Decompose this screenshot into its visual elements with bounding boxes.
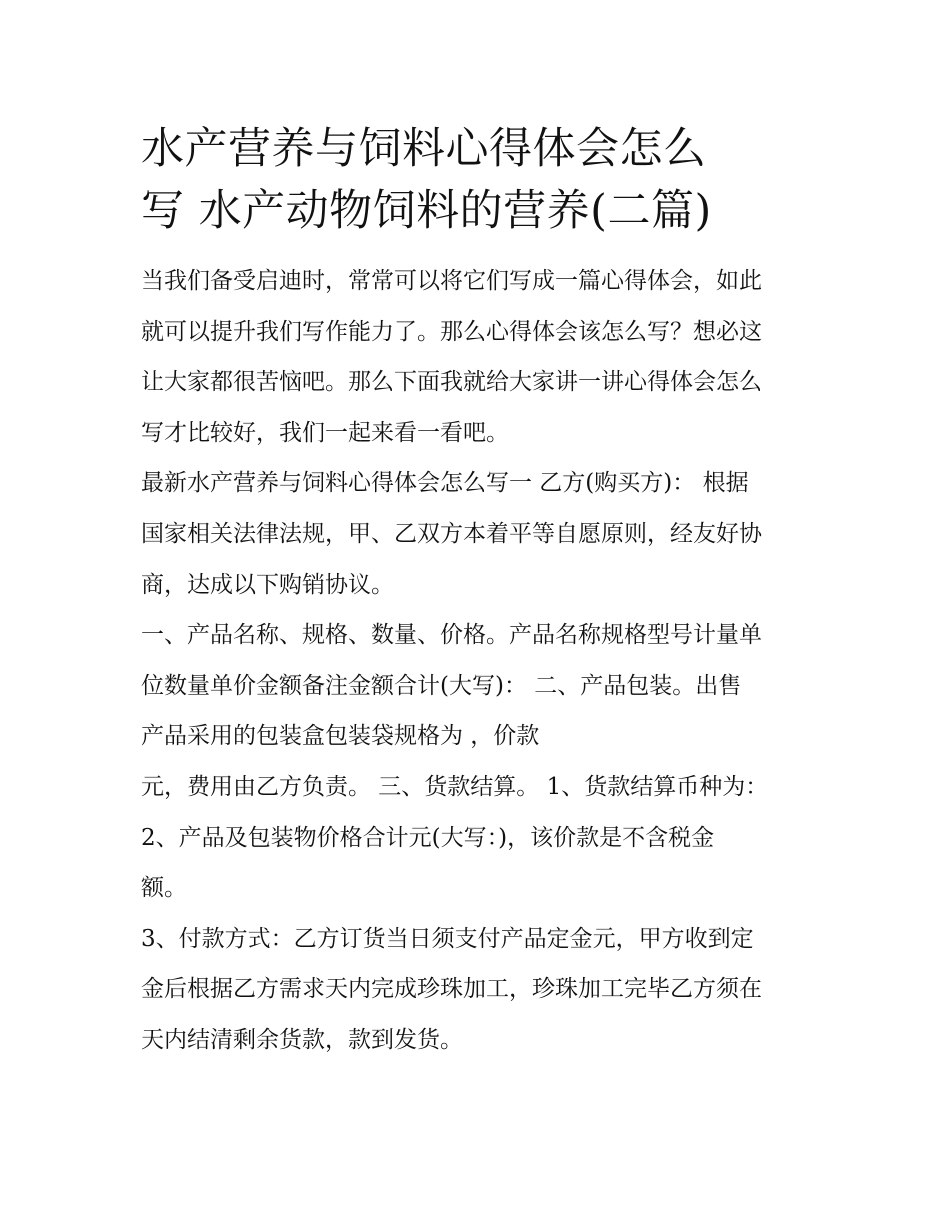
text-line: 金后根据乙方需求天内完成珍珠加工，珍珠加工完毕乙方须在 — [141, 976, 762, 1003]
text-line: 产品采用的包装盒包装袋规格为 ，价款 — [141, 723, 540, 750]
document-page — [141, 118, 831, 1066]
text-line: 元，费用由乙方负责。 三、货款结算。 1、货款结算币种为： — [141, 773, 769, 800]
text-line: 天内结清剩余货款，款到发货。 — [141, 1026, 463, 1053]
paragraph-payment — [141, 914, 831, 1066]
text-line: 额。 — [141, 875, 187, 902]
document-title — [141, 118, 831, 242]
title-line-1: 水产营养与饲料心得体会怎么 — [141, 124, 707, 174]
text-line: 最新水产营养与饲料心得体会怎么写一 乙方(购买方)： 根据 — [141, 470, 749, 497]
text-line: 3、付款方式：乙方订货当日须支付产品定金元，甲方收到定 — [141, 925, 754, 952]
paragraph-agreement — [141, 458, 831, 610]
paragraph-product-terms — [141, 610, 831, 914]
text-line: 写才比较好，我们一起来看一看吧。 — [141, 419, 509, 446]
text-line: 2、产品及包装物价格合计元(大写：)，该价款是不含税金 — [141, 824, 715, 851]
document-body — [141, 256, 831, 1066]
paragraph-intro — [141, 256, 831, 458]
text-line: 当我们备受启迪时，常常可以将它们写成一篇心得体会，如此 — [141, 268, 762, 294]
text-line: 位数量单价金额备注金额合计(大写)： 二、产品包装。出售 — [141, 672, 742, 699]
text-line: 商，达成以下购销协议。 — [141, 571, 394, 598]
text-line: 国家相关法律法规，甲、乙双方本着平等自愿原则，经友好协 — [141, 520, 762, 547]
text-line: 一、产品名称、规格、数量、价格。产品名称规格型号计量单 — [141, 622, 762, 649]
text-line: 让大家都很苦恼吧。那么下面我就给大家讲一讲心得体会怎么 — [141, 369, 762, 396]
title-line-2: 写 水产动物饲料的营养(二篇) — [141, 186, 712, 236]
text-line: 就可以提升我们写作能力了。那么心得体会该怎么写？想必这 — [141, 318, 762, 345]
